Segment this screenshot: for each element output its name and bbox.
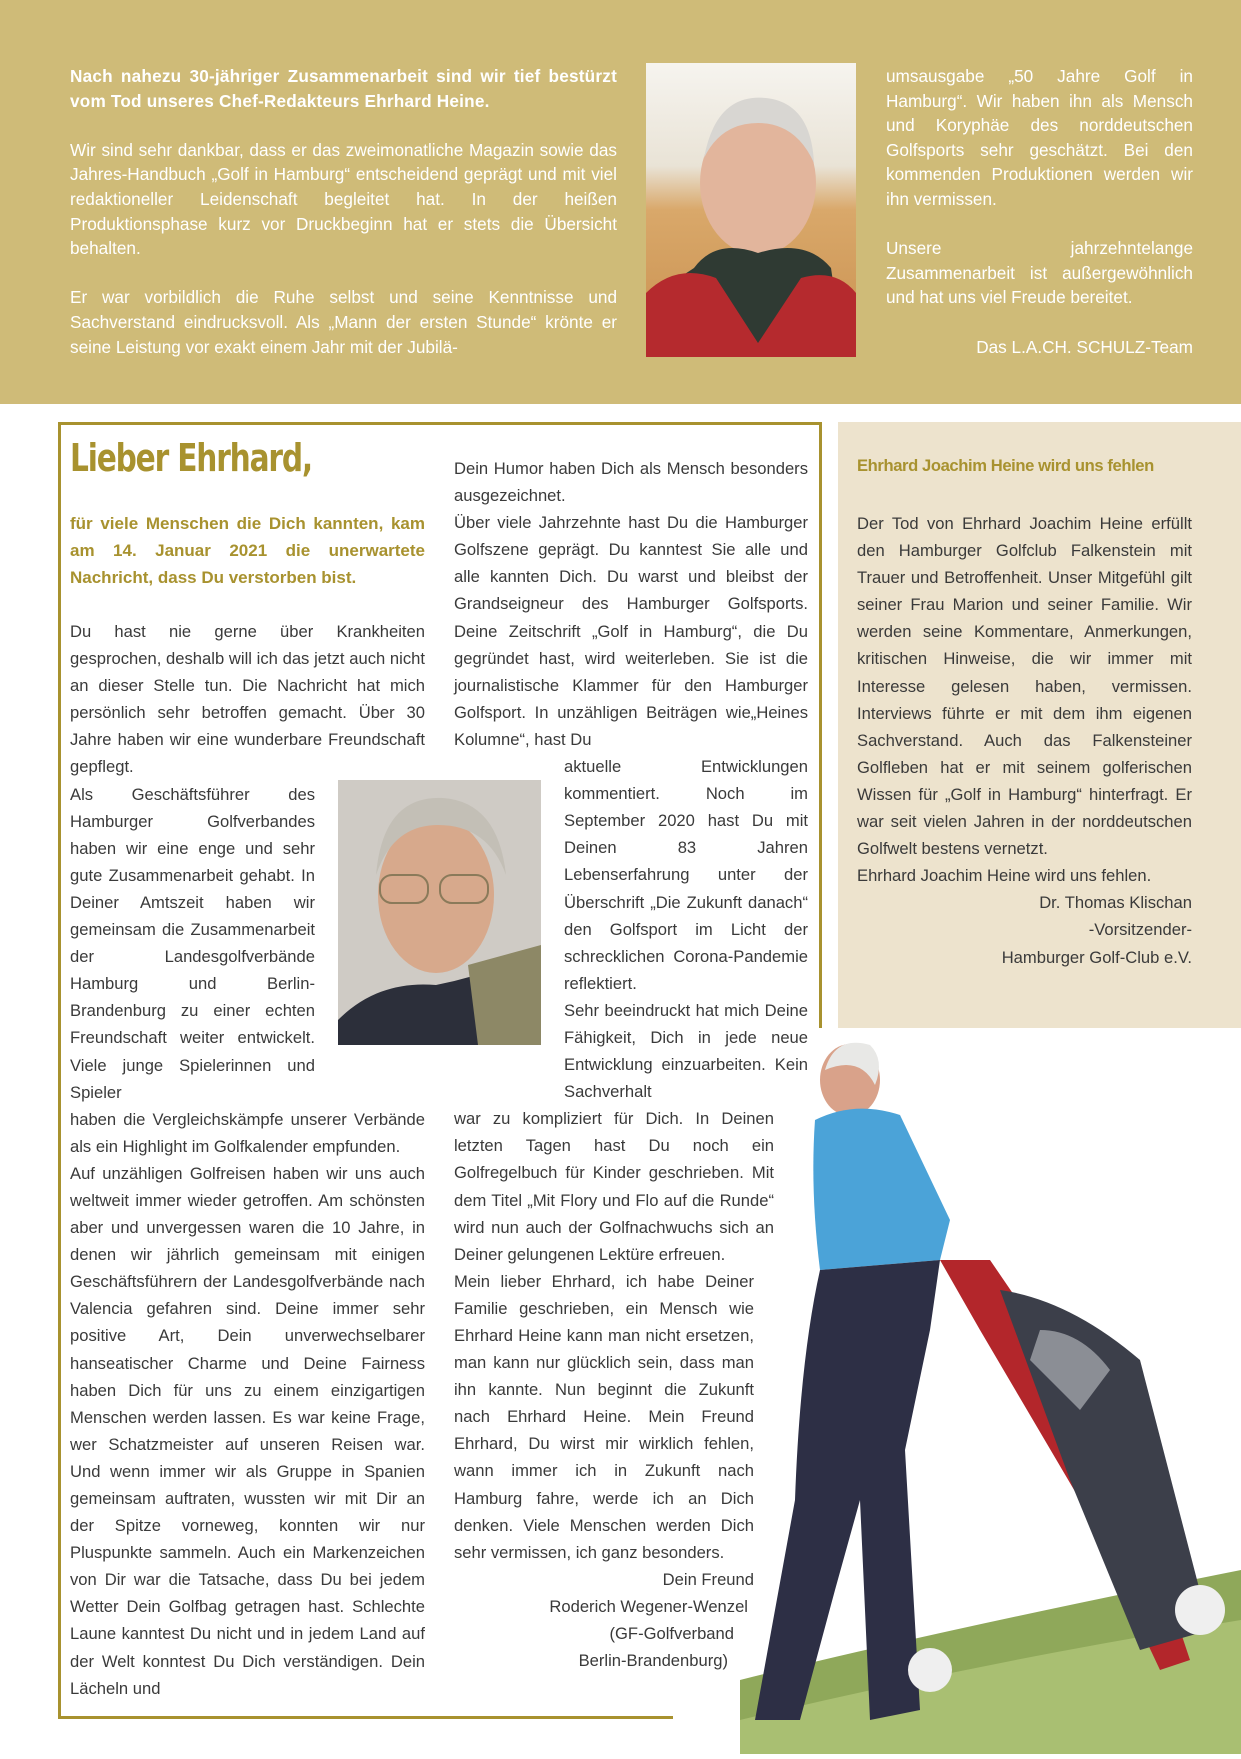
letter-title: Lieber Ehrhard, [70, 436, 313, 480]
header-paragraph: Er war vorbildlich die Ruhe selbst und seine Kenntnisse und Sachverstand eindrucksvoll. Als „Mann der ersten Stunde“ krönte er seine Leistung vor exakt einem Jahr mit der Jubilä- [70, 287, 617, 357]
letter-paragraph-wrapped: Als Geschäftsführer des Hamburger Golfverbandes haben wir eine enge und sehr gute Zusammenarbeit gehabt. In Deiner Amtszeit haben wir gemeinsam die Zusammenarbeit der Landesgolfverbände Hamburg und Berlin-Brandenburg zu einer echten Freundschaft weiter entwickelt. Viele junge Spielerinnen und Spieler [70, 784, 315, 1102]
letter-intro: für viele Menschen die Dich kannten, kam am 14. Januar 2021 die unerwartete Nachricht, dass Du verstorben bist. [70, 514, 425, 587]
sidebar-signature-line: -Vorsitzender- [1088, 920, 1192, 940]
letter-frame-bottom-border [58, 1716, 673, 1719]
sidebar-closing: Ehrhard Joachim Heine wird uns fehlen. [857, 866, 1152, 886]
letter-paragraph: haben die Vergleichskämpfe unserer Verbände als ein Highlight im Golfkalender empfunden. [70, 1109, 425, 1156]
letter-paragraph: Du hast nie gerne über Krankheiten gesprochen, deshalb will ich das jetzt auch nicht an dieser Stelle tun. Die Nachricht hat mich persönlich sehr betroffen gemacht. Über 30 Jahre haben wir eine wunderbare Freundschaft gepflegt. [70, 622, 425, 777]
golfer-image [740, 1030, 1241, 1754]
letter-paragraph: Mein lieber Ehrhard, ich habe Deiner Familie geschrieben, ein Mensch wie Ehrhard Heine kann man nicht ersetzen, man kann nur glücklich sein, dass man ihn kannte. Nun beginnt die Zukunft nach Ehrhard Heine. Mein Freund Ehrhard, Du wirst mir wirklich fehlen, wann immer ich in Zukunft nach Hamburg fahre, werde ich an Dich denken. Viele Menschen werden Dich sehr vermissen, ich ganz besonders. [454, 1271, 754, 1562]
header-paragraph: Wir sind sehr dankbar, dass er das zweimonatliche Magazin sowie das Jahres-Handbuch „Golf in Hamburg“ entscheidend geprägt und mit viel redaktioneller Leidenschaft begleitet hat. In der heißen Produktionsphase kurz vor Druckbeginn hat er stets die Übersicht behalten. [70, 139, 617, 259]
header-paragraph: umsausgabe „50 Jahre Golf in Hamburg“. Wir haben ihn als Mensch und Koryphäe des norddeutschen Golfsports sehr geschätzt. Bei den kommenden Produktionen werden wir ihn vermissen. [886, 66, 1193, 209]
header-left-column [70, 64, 617, 384]
letter-paragraph: war zu kompliziert für Dich. In Deinen letzten Tagen hast Du noch ein Golfregelbuch für Kinder geschrieben. Mit dem Titel „Mit Flory und Flo auf die Runde“ wird nun auch der Golfnachwuchs sich an Deiner gelungenen Lektüre erfreuen. [454, 1109, 774, 1264]
sidebar-paragraph: Der Tod von Ehrhard Joachim Heine erfüllt den Hamburger Golfclub Falkenstein mit Trauer und Betroffenheit. Unser Mitgefühl gilt seiner Frau Marion und seiner Familie. Wir werden seine Kommentare, Anmerkungen, kritischen Hinweise, die wir immer mit Interesse gelesen haben, vermissen. Interviews führte er mit dem ihm eigenen Sachverstand. Auch das Falkensteiner Golfleben hat er mit seinem golferischen Wissen für „Golf in Hamburg“ hinterfragt. Er war seit vielen Jahren in der norddeutschen Golfwelt bestens vernetzt. [857, 514, 1192, 859]
letter-signature [454, 1566, 754, 1674]
header-paragraph: Unsere jahrzehntelange Zusammenarbeit ist außergewöhnlich und hat uns viel Freude bereitet. [886, 238, 1193, 308]
letter-paragraph-wrapped: aktuelle Entwicklungen kommentiert. Noch im September 2020 hast Du mit Deinen 83 Jahren Lebenserfahrung unter der Überschrift „Die Zukunft danach“ den Golfsport im Licht der schrecklichen Corona-Pandemie reflektiert. [564, 757, 808, 993]
header-lead: Nach nahezu 30-jähriger Zusammenarbeit sind wir tief bestürzt vom Tod unseres Chef-Redakteurs Ehrhard Heine. [70, 66, 617, 111]
portrait-image [646, 63, 856, 357]
sidebar-title: Ehrhard Joachim Heine wird uns fehlen [857, 456, 1154, 475]
golfer-photo [740, 1030, 1241, 1754]
letter-paragraph: Dein Humor haben Dich als Mensch besonders ausgezeichnet. [454, 459, 808, 506]
signature-line: Roderich Wegener-Wenzel [549, 1596, 748, 1616]
signature-line: Berlin-Brandenburg) [578, 1651, 728, 1671]
sidebar-body [857, 510, 1192, 971]
portrait-photo-red-sweater [646, 63, 856, 357]
letter-paragraph: Auf unzähligen Golfreisen haben wir uns auch weltweit immer wieder getroffen. Am schönsten aber und unvergessen waren die 10 Jahre, in denen wir jährlich gemeinsam mit einigen Geschäftsführern der Landesgolfverbände nach Valencia gefahren sind. Deine immer sehr positive Art, Dein unverwechselbarer hanseatischer Charme und Deine Fairness haben Dich für uns zu einem einzigartigen Menschen werden lassen. Es war keine Frage, wer Schatzmeister auf unseren Reisen war. Und wenn immer wir als Gruppe in Spanien gemeinsam auftraten, wussten wir mit Dir an der Spitze vorneweg, konnten wir nur Pluspunkte sammeln. Auch ein Markenzeichen von Dir war die Tatsache, dass Du bei jedem Wetter Dein Golfbag getragen hast. Schlechte Laune kanntest Du nicht und in jedem Land auf der Welt konntest Du Dich verständigen. Dein Lächeln und [70, 1163, 425, 1698]
sidebar-signature-line: Hamburger Golf-Club e.V. [1001, 947, 1192, 967]
header-right-column [886, 64, 1193, 359]
sidebar-signature-line: Dr. Thomas Klischan [1039, 893, 1192, 913]
signature-line: Dein Freund [662, 1569, 754, 1589]
header-signature: Das L.A.CH. SCHULZ-Team [976, 336, 1193, 357]
letter-frame-right-border [819, 422, 822, 1028]
letter-paragraph: Über viele Jahrzehnte hast Du die Hamburger Golfszene geprägt. Du kanntest Sie alle und alle kannten Dich. Du warst und bleibst der Grandseigneur des Hamburger Golfsports. Deine Zeitschrift „Golf in Hamburg“, die Du gegründet hast, wird weiterleben. Sie ist die journalistische Klammer für den Hamburger Golfsport. In unzähligen Beiträgen wie„Heines Kolumne“, hast Du [454, 513, 808, 749]
signature-line: (GF-Golfverband [609, 1624, 734, 1644]
letter-paragraph-wrapped: Sehr beeindruckt hat mich Deine Fähigkeit, Dich in jede neue Entwicklung einzuarbeiten. Kein Sachverhalt [564, 1000, 808, 1102]
